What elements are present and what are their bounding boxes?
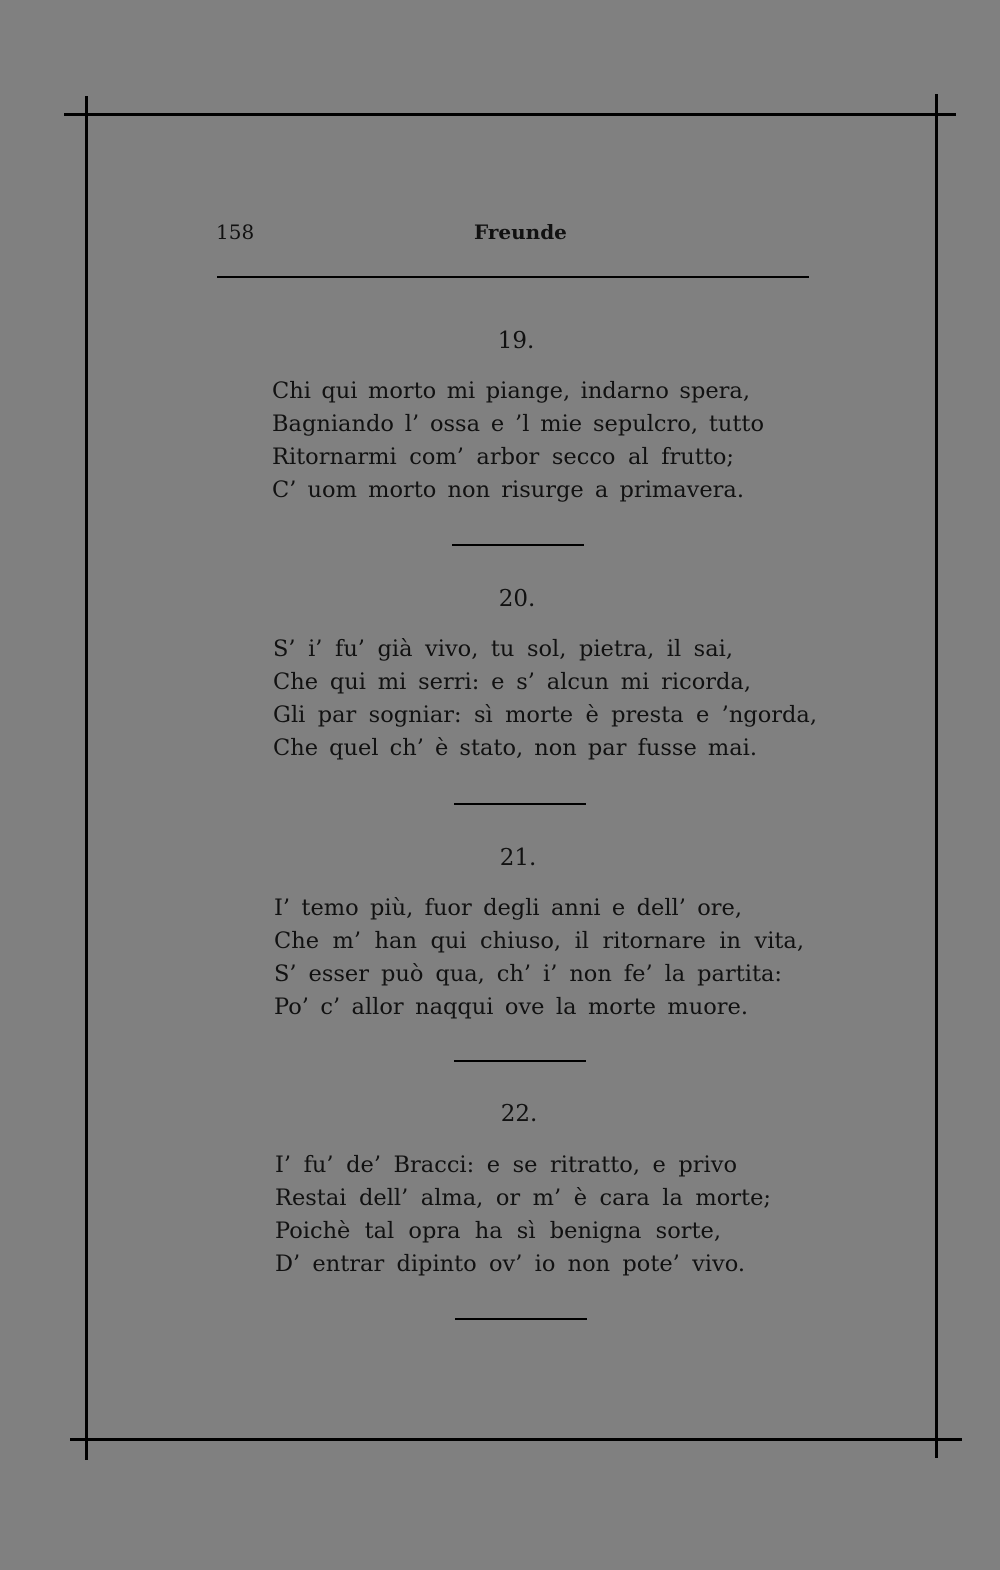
separator-rule [454, 1060, 586, 1062]
verse-line: Ritornarmi com’ arbor secco al frutto; [272, 444, 734, 470]
poem-number-22: 22. [500, 1101, 538, 1127]
verse-line: S’ esser può qua, ch’ i’ non fe’ la partita: [274, 961, 782, 987]
verse-line: C’ uom morto non risurge a primavera. [272, 477, 744, 503]
verse-line: Gli par sogniar: sì morte è presta e ’ngorda, [273, 702, 817, 728]
verse-line: Che qui mi serri: e s’ alcun mi ricorda, [273, 669, 751, 695]
frame-left-rule [85, 96, 88, 1460]
verse-line: Po’ c’ allor naqqui ove la morte muore. [274, 994, 748, 1020]
frame-bottom-rule [70, 1438, 962, 1441]
page-number: 158 [216, 220, 255, 244]
verse-line: Che quel ch’ è stato, non par fusse mai. [273, 735, 757, 761]
poem-number-19: 19. [497, 328, 535, 354]
header-rule [217, 276, 809, 278]
verse-line: D’ entrar dipinto ov’ io non pote’ vivo. [275, 1251, 745, 1277]
verse-line: I’ temo più, fuor degli anni e dell’ ore, [274, 895, 742, 921]
separator-rule [455, 1318, 587, 1320]
verse-line: Chi qui morto mi piange, indarno spera, [272, 378, 750, 404]
separator-rule [452, 544, 584, 546]
verse-line: Bagniando l’ ossa e ’l mie sepulcro, tutto [272, 411, 764, 437]
stanza-19 [272, 375, 764, 507]
frame-right-rule [935, 94, 938, 1458]
poem-number-21: 21. [499, 845, 537, 871]
running-head: Freunde [474, 220, 567, 244]
stanza-20 [273, 633, 817, 765]
stanza-21 [274, 892, 804, 1024]
separator-rule [454, 803, 586, 805]
verse-line: Che m’ han qui chiuso, il ritornare in vita, [274, 928, 804, 954]
verse-line: S’ i’ fu’ già vivo, tu sol, pietra, il sai, [273, 636, 733, 662]
verse-line: Restai dell’ alma, or m’ è cara la morte; [275, 1185, 771, 1211]
poem-number-20: 20. [498, 586, 536, 612]
frame-top-rule [64, 113, 956, 116]
stanza-22 [275, 1149, 771, 1281]
verse-line: I’ fu’ de’ Bracci: e se ritratto, e privo [275, 1152, 737, 1178]
verse-line: Poichè tal opra ha sì benigna sorte, [275, 1218, 721, 1244]
